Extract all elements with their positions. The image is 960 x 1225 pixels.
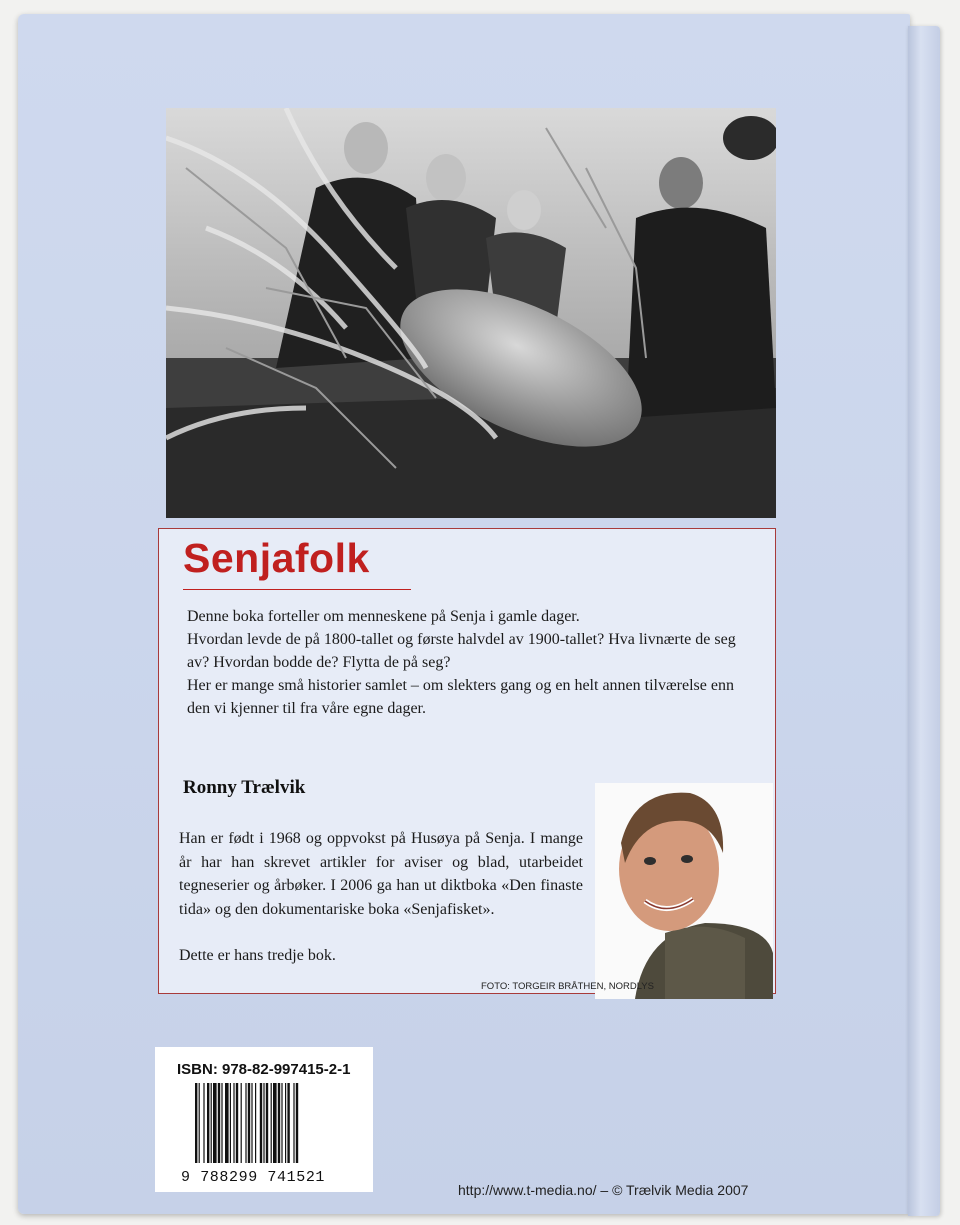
book-info-panel <box>158 528 776 994</box>
author-portrait <box>595 783 773 999</box>
historical-photo <box>166 108 776 518</box>
author-bio: Han er født i 1968 og oppvokst på Husøya på Senja. I mange år har han skrevet artikler for aviser og blad, utarbeidet tegneserier og årbøker. I 2006 ga han ut diktboka «Den finaste tida» og den dokumentariske boka «Senjafisket». <box>179 830 583 918</box>
barcode-label <box>155 1047 373 1192</box>
book-description <box>187 605 761 720</box>
description-line: Her er mange små historier samlet – om slekters gang og en helt annen tilværelse enn den vi kjenner til fra våre egne dager. <box>187 677 734 717</box>
author-bio-closing: Dette er hans tredje bok. <box>179 947 336 964</box>
title-underline <box>183 589 411 590</box>
author-name: Ronny Trælvik <box>183 777 306 798</box>
book-title: Senjafolk <box>183 535 370 581</box>
barcode <box>195 1083 341 1169</box>
isbn-text: ISBN: 978-82-997415-2-1 <box>177 1061 351 1078</box>
barcode-number: 9 788299 741521 <box>181 1169 326 1186</box>
book-spine <box>908 26 940 1216</box>
description-line: Hvordan levde de på 1800-tallet og første halvdel av 1900-tallet? Hva livnærte de seg av? Hvordan bodde de? Flytta de på seg? <box>187 631 736 671</box>
photo-credit: FOTO: TORGEIR BRÅTHEN, NORDLYS <box>481 981 654 992</box>
publisher-footer: http://www.t-media.no/ – © Trælvik Media 2007 <box>458 1182 749 1198</box>
description-line: Denne boka forteller om menneskene på Senja i gamle dager. <box>187 608 580 625</box>
